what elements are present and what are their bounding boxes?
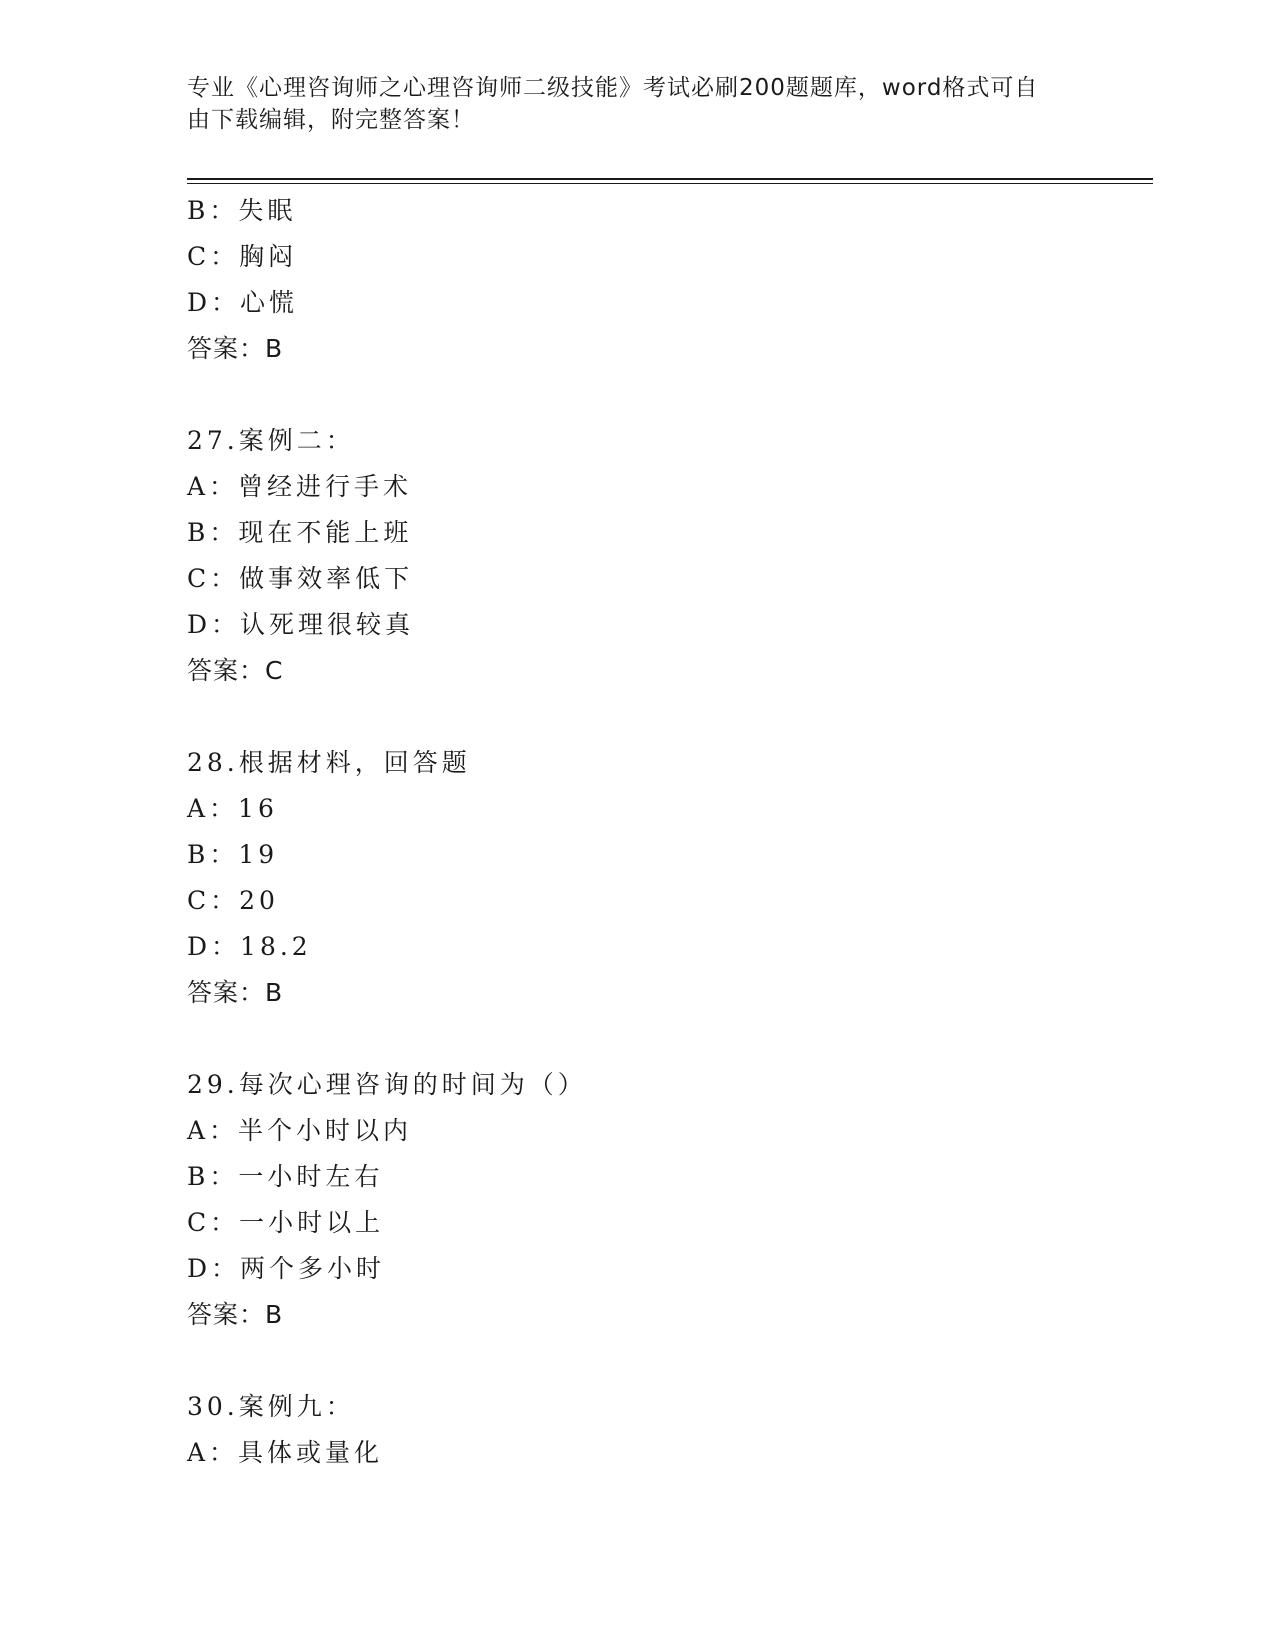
answer-line: 答案：B (187, 1300, 284, 1329)
spacer (187, 1338, 1147, 1384)
question-block (187, 188, 1147, 372)
question-text: 29.每次心理咨询的时间为（） (187, 1070, 587, 1099)
option-a: A：具体或量化 (187, 1438, 384, 1467)
header-divider-thin (187, 183, 1153, 184)
document-header (187, 72, 1077, 136)
answer-line: 答案：C (187, 656, 284, 685)
spacer (187, 1016, 1147, 1062)
option-d: D：心慌 (187, 288, 299, 317)
option-b: B：19 (187, 840, 279, 869)
header-line-2: 由下载编辑，附完整答案！ (187, 107, 475, 133)
option-a: A：曾经进行手术 (187, 472, 413, 501)
option-d: D：两个多小时 (187, 1254, 386, 1283)
option-b: B：一小时左右 (187, 1162, 384, 1191)
answer-line: 答案：B (187, 334, 284, 363)
question-text: 28.根据材料，回答题 (187, 748, 471, 777)
spacer (187, 372, 1147, 418)
answer-line: 答案：B (187, 978, 284, 1007)
header-line-1: 专业《心理咨询师之心理咨询师二级技能》考试必刷200题题库，word格式可自 (187, 75, 1039, 101)
question-block (187, 1384, 1147, 1476)
option-c: C：胸闷 (187, 242, 298, 271)
question-list (187, 188, 1147, 1476)
option-a: A：半个小时以内 (187, 1116, 413, 1145)
option-c: C：20 (187, 886, 279, 915)
question-block (187, 418, 1147, 694)
option-b: B：失眠 (187, 196, 297, 225)
option-d: D：认死理很较真 (187, 610, 415, 639)
option-c: C：做事效率低下 (187, 564, 414, 593)
question-text: 30.案例九： (187, 1392, 355, 1421)
question-block (187, 740, 1147, 1016)
option-a: A：16 (187, 794, 278, 823)
option-b: B：现在不能上班 (187, 518, 413, 547)
option-d: D：18.2 (187, 932, 312, 961)
question-block (187, 1062, 1147, 1338)
header-divider-thick (187, 178, 1153, 180)
spacer (187, 694, 1147, 740)
question-text: 27.案例二： (187, 426, 355, 455)
option-c: C：一小时以上 (187, 1208, 385, 1237)
